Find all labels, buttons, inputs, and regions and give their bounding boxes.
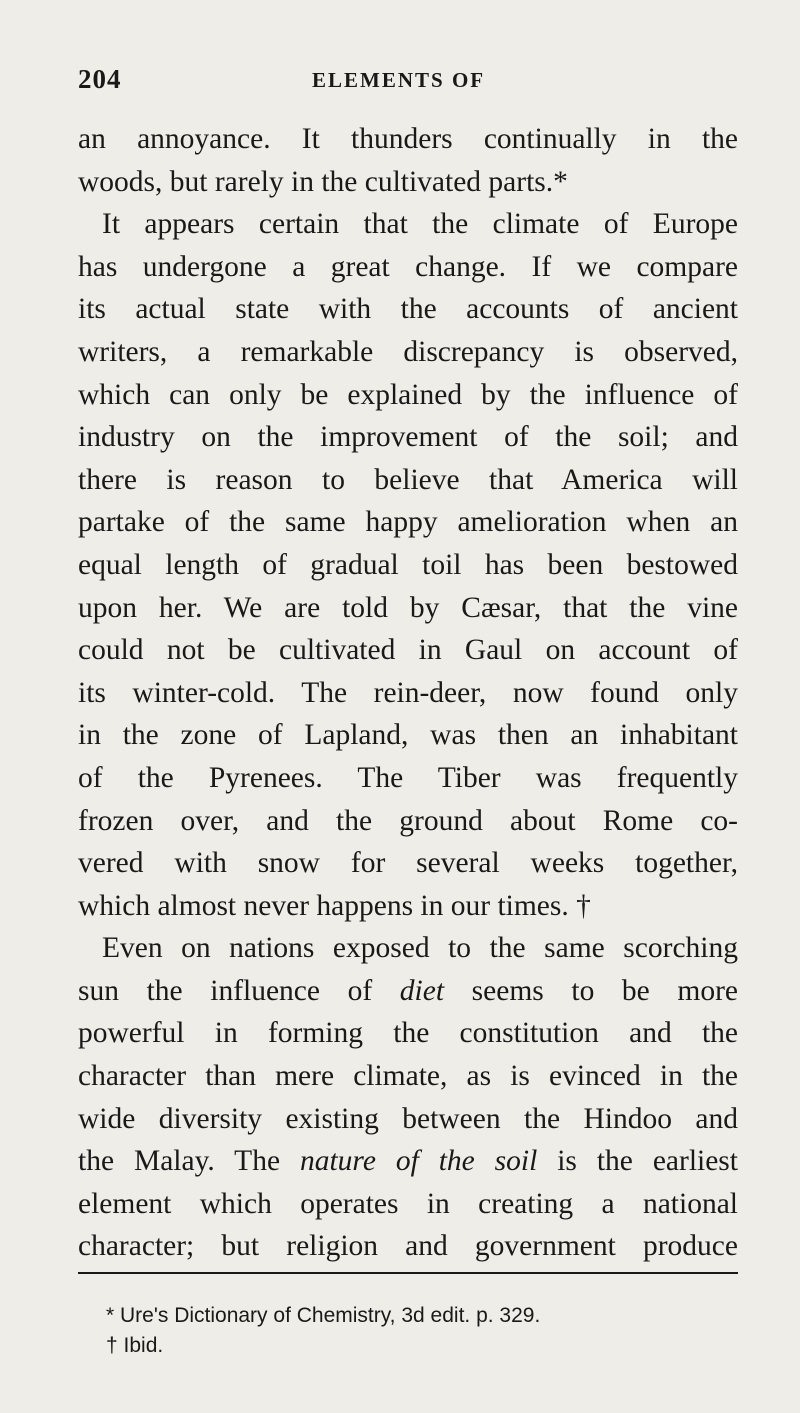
text-line: equal length of gradual toil has been bestowed <box>78 548 738 581</box>
text-line: character than mere climate, as is evinced in the <box>78 1060 738 1093</box>
body-text <box>78 118 738 1268</box>
text-line: Even on nations exposed to the same scorching <box>102 932 738 965</box>
text-line: industry on the improvement of the soil; and <box>78 421 738 454</box>
text-line: which almost never happens in our times. † <box>78 889 591 922</box>
text-line: frozen over, and the ground about Rome co- <box>78 804 738 837</box>
text-segment: is the earliest <box>537 1145 738 1178</box>
footnote-rule <box>78 1272 738 1274</box>
text-line: an annoyance. It thunders continually in the <box>78 123 738 155</box>
footnote: * Ure's Dictionary of Chemistry, 3d edit. p. 329. <box>106 1304 541 1327</box>
text-line: in the zone of Lapland, was then an inhabitant <box>78 719 738 752</box>
italic-phrase-nature-of-the-soil: nature of the soil <box>299 1145 538 1178</box>
text-line: could not be cultivated in Gaul on account of <box>78 634 738 667</box>
text-line: has undergone a great change. If we compare <box>78 250 738 283</box>
text-segment: sun the influence of <box>78 974 400 1007</box>
text-line: woods, but rarely in the cultivated parts.* <box>78 165 568 198</box>
text-line-with-italic <box>78 1140 738 1183</box>
page-header <box>78 64 738 104</box>
text-line: vered with snow for several weeks together, <box>78 847 738 880</box>
text-line: wide diversity existing between the Hindoo and <box>78 1102 738 1135</box>
text-line: of the Pyrenees. The Tiber was frequently <box>78 761 738 794</box>
text-line: partake of the same happy amelioration when an <box>78 506 738 539</box>
page-number: 204 <box>78 64 122 94</box>
text-line-with-italic <box>78 970 738 1013</box>
footnotes <box>106 1301 726 1361</box>
text-line: character; but religion and government produce <box>78 1230 738 1263</box>
text-segment: seems to be more <box>444 974 738 1007</box>
text-line: its actual state with the accounts of ancient <box>78 293 738 326</box>
running-title: ELEMENTS OF <box>312 68 486 92</box>
text-line: powerful in forming the constitution and the <box>78 1017 738 1050</box>
text-line: It appears certain that the climate of Europe <box>102 208 738 241</box>
text-line: there is reason to believe that America will <box>78 463 738 496</box>
text-line: its winter-cold. The rein-deer, now found only <box>78 676 738 709</box>
text-line: element which operates in creating a national <box>78 1187 738 1220</box>
footnote: † Ibid. <box>106 1334 164 1357</box>
text-line: upon her. We are told by Cæsar, that the vine <box>78 591 738 624</box>
text-line: which can only be explained by the influence of <box>78 378 738 411</box>
text-segment: the Malay. The <box>78 1145 300 1178</box>
text-line: writers, a remarkable discrepancy is observed, <box>78 335 738 368</box>
italic-word-diet: diet <box>399 974 445 1007</box>
